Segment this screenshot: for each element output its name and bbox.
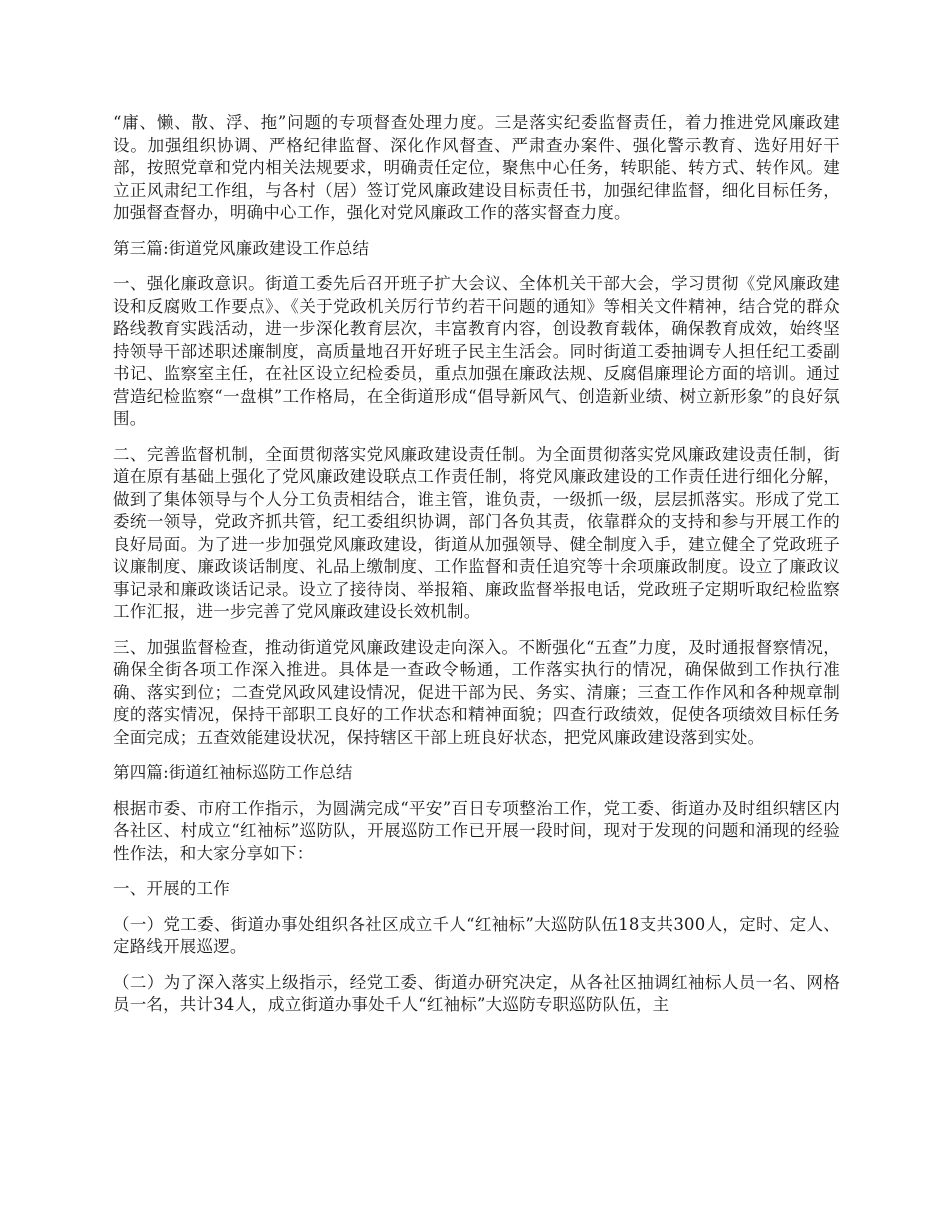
heading-part-three: 第三篇:街道党风廉政建设工作总结 xyxy=(113,238,370,258)
paragraph-item-one: （一）党工委、街道办事处组织各社区成立千人“红袖标”大巡防队伍18支共300人，定时、定人、定路线开展巡逻。 xyxy=(113,914,840,956)
paragraph-supervision-inspection: 三、加强监督检查，推动街道党风廉政建设走向深入。不断强化“五查”力度，及时通报督察情况，确保全街各项工作深入推进。具体是一查政令畅通，工作落实执行的情况，确保做到工作执行准确、落实到位；二查党风政风建设情况，促进干部为民、务实、清廉；三查工作作风和各种规章制度的落实情况，保持干部职工良好的工作状态和精神面貌；四查行政绩效，促使各项绩效目标任务全面完成；五查效能建设状况，保持辖区干部上班良好状态，把党风廉政建设落到实处。 xyxy=(113,637,840,747)
document-page xyxy=(113,112,840,1030)
paragraph-item-two: （二）为了深入落实上级指示，经党工委、街道办研究决定，从各社区抽调红袖标人员一名、网格员一名，共计34人，成立街道办事处千人“红袖标”大巡防专职巡防队伍，主 xyxy=(113,972,840,1014)
paragraph-patrol-intro: 根据市委、市府工作指示，为圆满完成“平安”百日专项整治工作，党工委、街道办及时组织辖区内各社区、村成立“红袖标”巡防队，开展巡防工作已开展一段时间，现对于发现的问题和涌现的经验性作法，和大家分享如下： xyxy=(113,798,840,863)
heading-part-four: 第四篇:街道红袖标巡防工作总结 xyxy=(113,763,353,782)
heading-work-carried-out: 一、开展的工作 xyxy=(113,879,230,898)
paragraph-integrity-awareness: 一、强化廉政意识。街道工委先后召开班子扩大会议、全体机关干部大会，学习贯彻《党风廉政建设和反腐败工作要点》、《关于党政机关厉行节约若干问题的通知》等相关文件精神，结合党的群众路线教育实践活动，进一步深化教育层次，丰富教育内容，创设教育载体，确保教育成效，始终坚持领导干部述职述廉制度，高质量地召开好班子民主生活会。同时街道工委抽调专人担任纪工委副书记、监察室主任，在社区设立纪检委员，重点加强在廉政法规、反腐倡廉理论方面的培训。通过营造纪检监察“一盘棋”工作格局，在全街道形成“倡导新风气、创造新业绩、树立新形象”的良好氛围。 xyxy=(113,274,840,428)
paragraph-supervision-mechanism: 二、完善监督机制，全面贯彻落实党风廉政建设责任制。为全面贯彻落实党风廉政建设责任制，街道在原有基础上强化了党风廉政建设联点工作责任制，将党风廉政建设的工作责任进行细化分解，做到了集体领导与个人分工负责相结合，谁主管，谁负责，一级抓一级，层层抓落实。形成了党工委统一领导，党政齐抓共管，纪工委组织协调，部门各负其责，依靠群众的支持和参与开展工作的良好局面。为了进一步加强党风廉政建设，街道从加强领导、健全制度入手，建立健全了党政班子议廉制度、廉政谈话制度、礼品上缴制度、工作监督和责任追究等十余项廉政制度。设立了廉政议事记录和廉政谈话记录。设立了接待岗、举报箱、廉政监督举报电话，党政班子定期听取纪检监察工作汇报，进一步完善了党风廉政建设长效机制。 xyxy=(113,444,840,621)
paragraph-supervision-responsibility: “庸、懒、散、浮、拖”问题的专项督查处理力度。三是落实纪委监督责任，着力推进党风廉政建设。加强组织协调、严格纪律监督、深化作风督查、严肃查办案件、强化警示教育、选好用好干部，按照党章和党内相关法规要求，明确责任定位，聚焦中心任务，转职能、转方式、转作风。建立正风肃纪工作组，与各村（居）签订党风廉政建设目标责任书，加强纪律监督，细化目标任务，加强督查督办，明确中心工作，强化对党风廉政工作的落实督查力度。 xyxy=(113,113,840,222)
